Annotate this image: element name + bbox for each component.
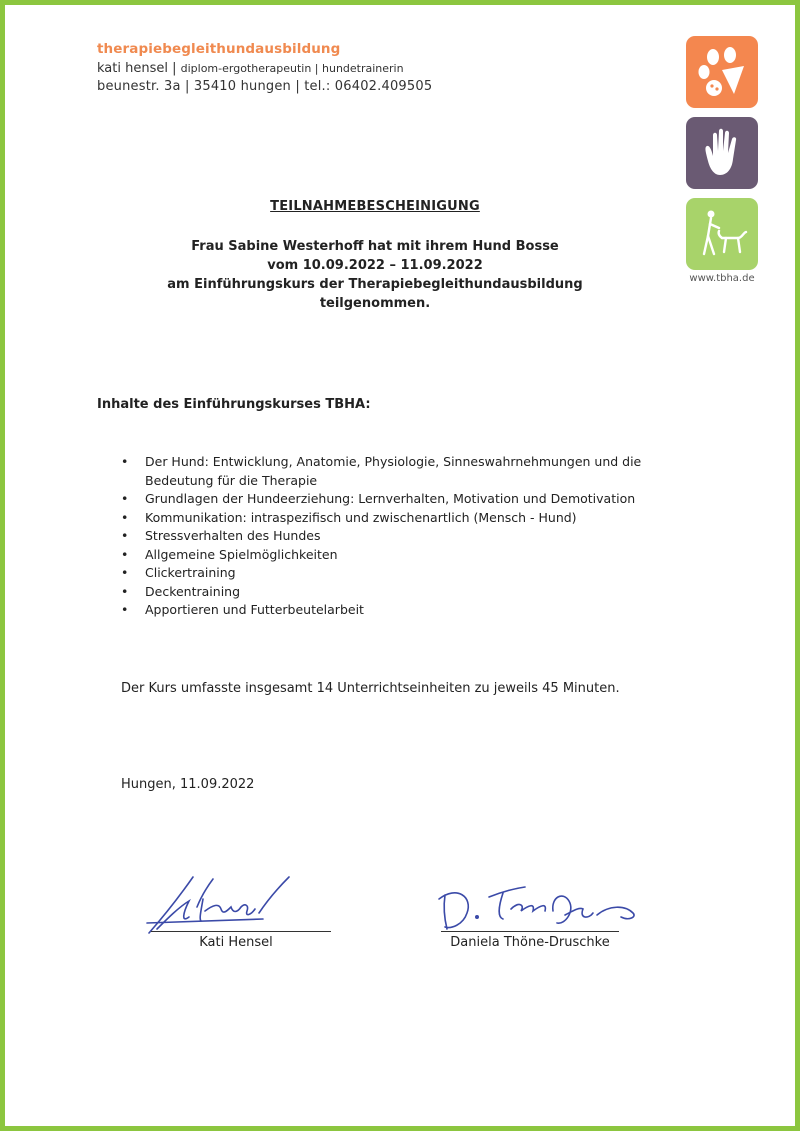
statement-line: am Einführungskurs der Therapiebegleithundausbildung [167,277,583,292]
signature-2-drawing [433,875,653,939]
list-item: • Allgemeine Spielmöglichkeiten [117,546,657,565]
contents-list [117,453,657,620]
letterhead-roles: diplom-ergotherapeutin | hundetrainerin [180,62,404,75]
letterhead-address: beunestr. 3a | 35410 hungen | tel.: 06402.409505 [97,79,433,94]
letterhead-name: kati hensel | [97,61,177,76]
statement-line: Frau Sabine Westerhoff hat mit ihrem Hund Bosse [191,239,559,254]
statement-line: vom 10.09.2022 – 11.09.2022 [267,258,483,273]
signature-2-line [441,931,619,932]
list-item: • Deckentraining [117,583,657,602]
signature-2-name: Daniela Thöne-Druschke [450,935,610,950]
paw-logo-icon [686,36,758,108]
list-item: • Grundlagen der Hundeerziehung: Lernverhalten, Motivation und Demotivation [117,490,657,509]
brand-name: therapiebegleithundausbildung [97,41,341,57]
signature-1-drawing [143,867,313,939]
certificate-statement [5,237,745,313]
course-summary: Der Kurs umfasste insgesamt 14 Unterrichtseinheiten zu jeweils 45 Minuten. [121,681,620,696]
list-item: • Kommunikation: intraspezifisch und zwischenartlich (Mensch - Hund) [117,509,657,528]
letterhead-person [97,61,432,76]
contents-heading: Inhalte des Einführungskurses TBHA: [97,397,371,412]
place-date: Hungen, 11.09.2022 [121,777,255,792]
hand-logo-icon [686,117,758,189]
signature-1-name: Kati Hensel [199,935,273,950]
letterhead [97,41,432,94]
website-link: www.tbha.de [689,273,755,284]
list-item: • Apportieren und Futterbeutelarbeit [117,601,657,620]
list-item: • Clickertraining [117,564,657,583]
certificate-title: TEILNAHMEBESCHEINIGUNG [270,199,480,214]
list-item: • Der Hund: Entwicklung, Anatomie, Physiologie, Sinneswahrnehmungen und die Bedeutung für die Therapie [117,453,657,490]
statement-line: teilgenommen. [319,296,431,311]
signature-1-line [151,931,331,932]
list-item: • Stressverhalten des Hundes [117,527,657,546]
